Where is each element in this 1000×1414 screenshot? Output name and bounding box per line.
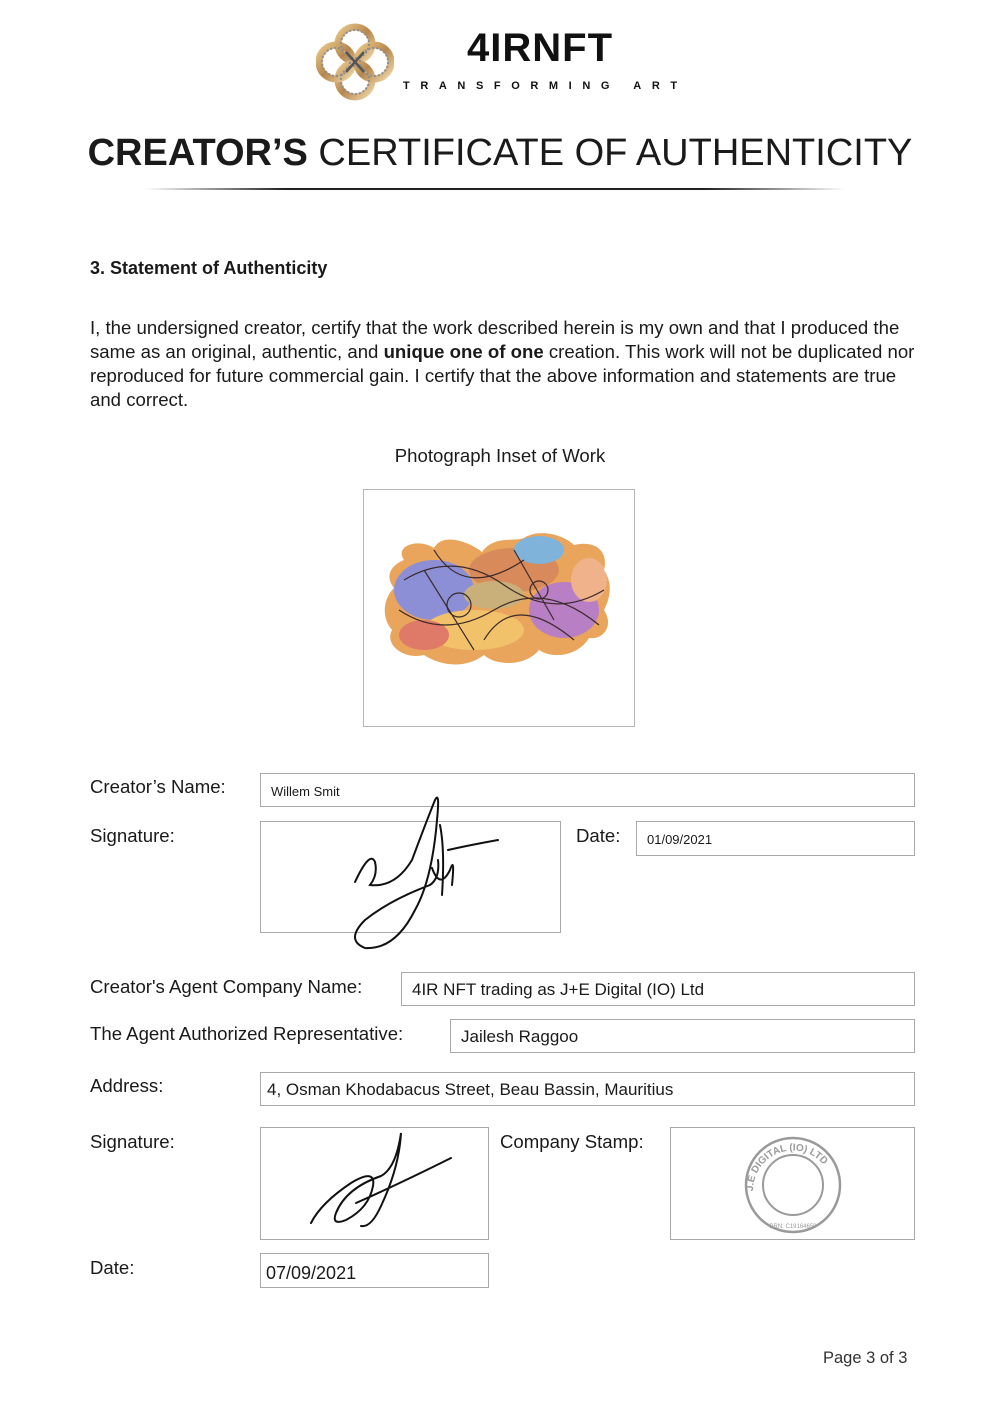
agent-signature-label: Signature: [90, 1131, 175, 1152]
creator-date-field[interactable] [636, 821, 915, 856]
agent-company-value: 4IR NFT trading as J+E Digital (IO) Ltd [412, 980, 705, 999]
creator-date-label: Date: [576, 825, 621, 846]
agent-rep-field[interactable] [450, 1019, 915, 1053]
statement-bold: unique one of one [383, 341, 544, 362]
agent-signature-image [261, 1128, 488, 1239]
section-heading: 3. Statement of Authenticity [90, 258, 328, 278]
title-bold: CREATOR’S [87, 132, 308, 174]
photo-caption: Photograph Inset of Work [394, 445, 606, 466]
agent-rep-label: The Agent Authorized Representative: [90, 1023, 404, 1044]
company-stamp-image [671, 1128, 914, 1239]
creator-signature-label: Signature: [90, 825, 175, 846]
statement-text-1: I, the undersigned creator, certify that the work described herein is my own and that I produced the same as an original, authentic, and [90, 317, 900, 362]
title-rest: CERTIFICATE OF AUTHENTICITY [307, 132, 913, 174]
brand-logo-icon [316, 22, 394, 102]
statement-text-2: creation. This work will not be duplicated nor reproduced for future commercial gain. I certify that the above information and statements are true and correct. [90, 341, 915, 410]
address-label: Address: [90, 1075, 164, 1096]
address-value: 4, Osman Khodabacus Street, Beau Bassin, Mauritius [267, 1080, 674, 1099]
agent-date-label: Date: [90, 1257, 135, 1278]
company-stamp-label: Company Stamp: [500, 1131, 644, 1152]
artwork-image [364, 490, 634, 726]
address-field[interactable] [260, 1072, 915, 1106]
creator-signature-image [340, 790, 510, 955]
company-stamp-box[interactable] [670, 1127, 915, 1240]
stamp-text: J.E DIGITAL (IO) LTD [744, 1142, 830, 1192]
stamp-brn: BRN: C19164659 [769, 1224, 817, 1230]
agent-company-label: Creator's Agent Company Name: [90, 976, 363, 997]
agent-date-value: 07/09/2021 [266, 1263, 357, 1283]
creator-name-label: Creator’s Name: [90, 776, 226, 797]
agent-signature-box[interactable] [260, 1127, 489, 1240]
artwork-photo-frame [363, 489, 635, 727]
agent-company-field[interactable] [401, 972, 915, 1006]
page-title [0, 131, 1000, 175]
page-number: Page 3 of 3 [823, 1349, 908, 1367]
agent-rep-value: Jailesh Raggoo [461, 1027, 579, 1046]
title-divider [145, 188, 845, 190]
brand-tagline: TRANSFORMING ART [403, 80, 688, 92]
creator-date-value: 01/09/2021 [647, 832, 713, 847]
agent-date-field[interactable] [260, 1253, 489, 1288]
statement-paragraph [90, 316, 920, 412]
creator-name-value: Willem Smit [271, 784, 340, 799]
brand-name: 4IRNFT [467, 26, 613, 70]
